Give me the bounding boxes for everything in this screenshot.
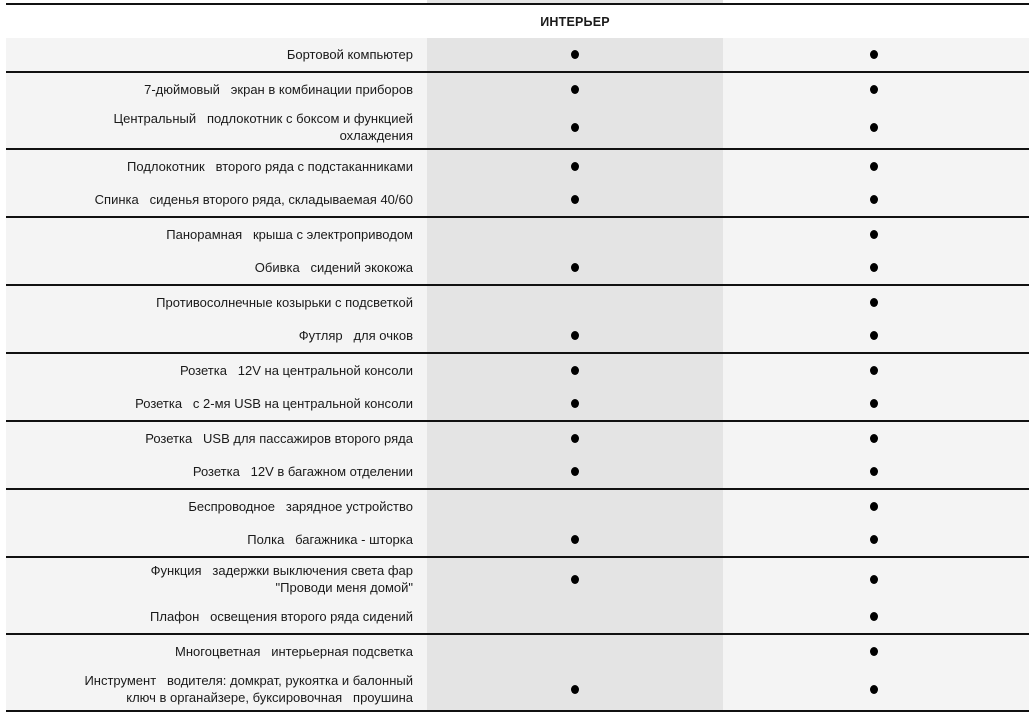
trim-1-cell xyxy=(427,523,723,556)
trim-1-cell xyxy=(427,251,723,284)
feature-group xyxy=(6,422,1029,490)
table-row xyxy=(6,286,1029,319)
trim-2-cell xyxy=(723,635,1029,668)
included-dot-icon xyxy=(870,50,878,59)
trim-2-cell xyxy=(723,600,1029,633)
trim-1-cell xyxy=(427,422,723,455)
table-row xyxy=(6,668,1029,710)
feature-label: Розетка 12V на центральной консоли xyxy=(6,354,427,387)
trim-1-cell xyxy=(427,635,723,668)
included-dot-icon xyxy=(571,467,579,476)
section-title: ИНТЕРЬЕР xyxy=(540,14,610,29)
trim-2-cell xyxy=(723,286,1029,319)
included-dot-icon xyxy=(870,331,878,340)
trim-1-cell xyxy=(427,490,723,523)
feature-label: Плафон освещения второго ряда сидений xyxy=(6,600,427,633)
table-row xyxy=(6,251,1029,284)
included-dot-icon xyxy=(870,195,878,204)
section-header xyxy=(6,3,1029,38)
included-dot-icon xyxy=(571,85,579,94)
trim-2-cell xyxy=(723,455,1029,488)
table-row xyxy=(6,183,1029,216)
feature-label: Многоцветная интерьерная подсветка xyxy=(6,635,427,668)
table-row xyxy=(6,455,1029,488)
included-dot-icon xyxy=(870,575,878,584)
trim-2-cell xyxy=(723,106,1029,148)
trim-1-cell xyxy=(427,600,723,633)
table-row xyxy=(6,106,1029,148)
included-dot-icon xyxy=(870,366,878,375)
table-row xyxy=(6,354,1029,387)
feature-group xyxy=(6,38,1029,73)
included-dot-icon xyxy=(870,502,878,511)
included-dot-icon xyxy=(870,123,878,132)
feature-label: 7-дюймовый экран в комбинации приборов xyxy=(6,73,427,106)
included-dot-icon xyxy=(571,685,579,694)
included-dot-icon xyxy=(571,50,579,59)
trim-1-cell xyxy=(427,218,723,251)
feature-label: Инструмент водителя: домкрат, рукоятка и балонный ключ в органайзере, буксировочная проушина xyxy=(6,668,427,710)
included-dot-icon xyxy=(870,685,878,694)
feature-groups xyxy=(6,38,1029,712)
feature-group xyxy=(6,490,1029,558)
trim-1-cell xyxy=(427,354,723,387)
feature-group xyxy=(6,635,1029,712)
trim-2-cell xyxy=(723,354,1029,387)
included-dot-icon xyxy=(870,399,878,408)
included-dot-icon xyxy=(870,535,878,544)
feature-group xyxy=(6,286,1029,354)
trim-1-cell xyxy=(427,319,723,352)
included-dot-icon xyxy=(870,263,878,272)
included-dot-icon xyxy=(571,575,579,584)
table-row xyxy=(6,38,1029,71)
included-dot-icon xyxy=(571,331,579,340)
included-dot-icon xyxy=(571,399,579,408)
feature-label: Спинка сиденья второго ряда, складываемая 40/60 xyxy=(6,183,427,216)
included-dot-icon xyxy=(571,263,579,272)
included-dot-icon xyxy=(571,162,579,171)
feature-label: Бортовой компьютер xyxy=(6,38,427,71)
included-dot-icon xyxy=(870,298,878,307)
feature-label: Полка багажника - шторка xyxy=(6,523,427,556)
feature-label: Обивка сидений экокожа xyxy=(6,251,427,284)
trim-2-cell xyxy=(723,558,1029,600)
trim-1-cell xyxy=(427,183,723,216)
included-dot-icon xyxy=(870,230,878,239)
feature-label: Розетка с 2-мя USB на центральной консоли xyxy=(6,387,427,420)
trim-2-cell xyxy=(723,73,1029,106)
included-dot-icon xyxy=(571,123,579,132)
table-row xyxy=(6,319,1029,352)
included-dot-icon xyxy=(571,366,579,375)
trim-1-cell xyxy=(427,668,723,710)
table-row xyxy=(6,600,1029,633)
trim-2-cell xyxy=(723,150,1029,183)
features-table xyxy=(6,3,1029,712)
table-row xyxy=(6,490,1029,523)
trim-1-cell xyxy=(427,38,723,71)
feature-group xyxy=(6,73,1029,150)
trim-2-cell xyxy=(723,523,1029,556)
included-dot-icon xyxy=(870,162,878,171)
trim-1-cell xyxy=(427,106,723,148)
trim-2-cell xyxy=(723,183,1029,216)
trim-2-cell xyxy=(723,490,1029,523)
feature-label: Розетка 12V в багажном отделении xyxy=(6,455,427,488)
included-dot-icon xyxy=(571,535,579,544)
table-row xyxy=(6,422,1029,455)
table-row xyxy=(6,523,1029,556)
trim-1-cell xyxy=(427,150,723,183)
feature-label: Розетка USB для пассажиров второго ряда xyxy=(6,422,427,455)
included-dot-icon xyxy=(870,647,878,656)
feature-label: Подлокотник второго ряда с подстаканниками xyxy=(6,150,427,183)
feature-label: Функция задержки выключения света фар "Проводи меня домой" xyxy=(6,558,427,600)
feature-label: Беспроводное зарядное устройство xyxy=(6,490,427,523)
included-dot-icon xyxy=(571,434,579,443)
trim-1-cell xyxy=(427,455,723,488)
trim-1-cell xyxy=(427,286,723,319)
feature-label: Центральный подлокотник с боксом и функцией охлаждения xyxy=(6,106,427,148)
trim-2-cell xyxy=(723,387,1029,420)
trim-2-cell xyxy=(723,422,1029,455)
included-dot-icon xyxy=(870,612,878,621)
trim-2-cell xyxy=(723,319,1029,352)
table-row xyxy=(6,73,1029,106)
feature-group xyxy=(6,354,1029,422)
trim-2-cell xyxy=(723,38,1029,71)
table-row xyxy=(6,218,1029,251)
trim-2-cell xyxy=(723,251,1029,284)
feature-group xyxy=(6,558,1029,635)
trim-1-cell xyxy=(427,73,723,106)
feature-label: Противосолнечные козырьки с подсветкой xyxy=(6,286,427,319)
feature-label: Панорамная крыша с электроприводом xyxy=(6,218,427,251)
included-dot-icon xyxy=(571,195,579,204)
trim-1-cell xyxy=(427,387,723,420)
feature-label: Футляр для очков xyxy=(6,319,427,352)
feature-group xyxy=(6,218,1029,286)
table-row xyxy=(6,387,1029,420)
feature-group xyxy=(6,150,1029,218)
table-row xyxy=(6,558,1029,600)
trim-1-cell xyxy=(427,558,723,600)
table-row xyxy=(6,150,1029,183)
included-dot-icon xyxy=(870,85,878,94)
table-row xyxy=(6,635,1029,668)
trim-2-cell xyxy=(723,668,1029,710)
included-dot-icon xyxy=(870,467,878,476)
trim-2-cell xyxy=(723,218,1029,251)
included-dot-icon xyxy=(870,434,878,443)
